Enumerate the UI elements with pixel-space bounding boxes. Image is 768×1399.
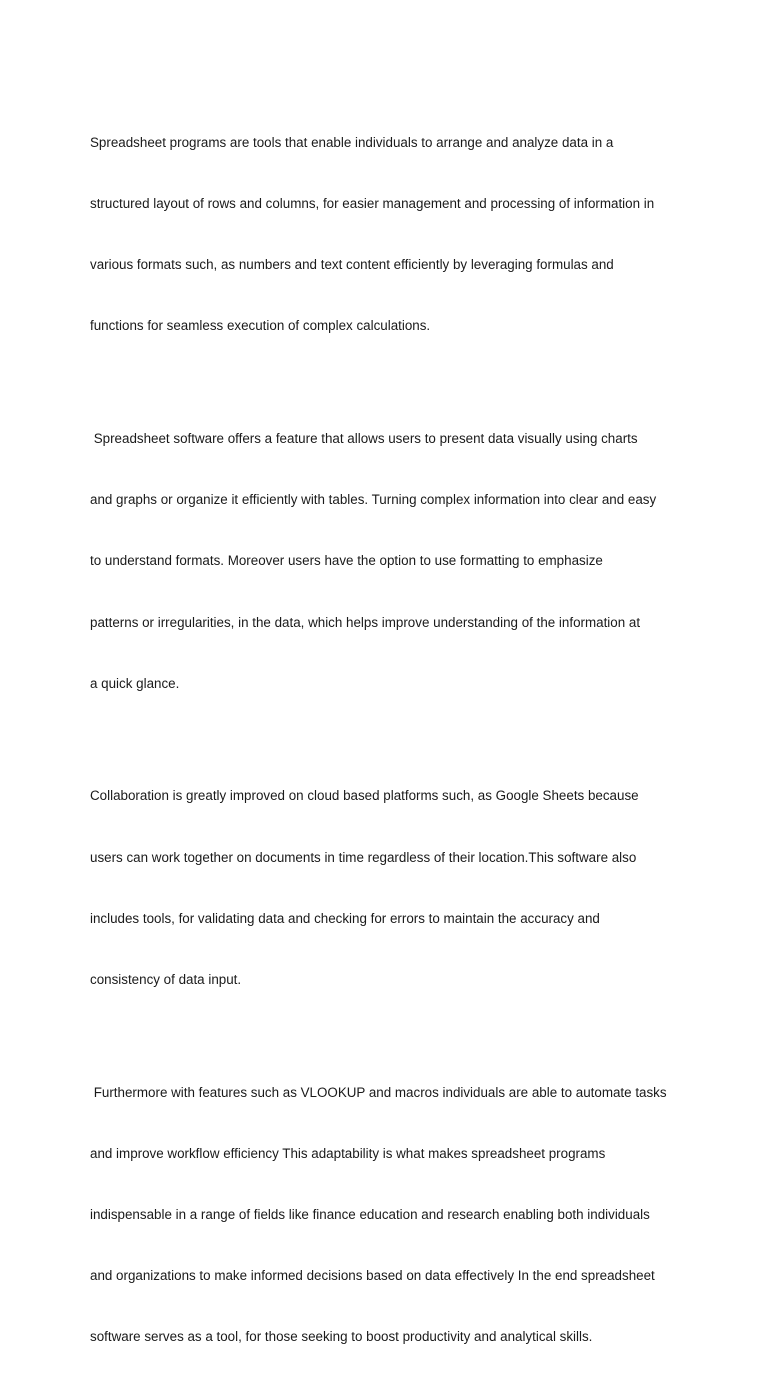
paragraph-4 [90,1042,682,1389]
text-line: and improve workflow efficiency This adaptability is what makes spreadsheet programs [90,1145,606,1161]
text-line: and graphs or organize it efficiently with tables. Turning complex information into clear and easy [90,492,657,508]
text-line: structured layout of rows and columns, for easier management and processing of information in [90,196,655,212]
paragraph-2 [90,388,682,735]
paragraph-3 [90,746,682,1032]
text-line: a quick glance. [90,675,180,691]
text-line: various formats such, as numbers and text content efficiently by leveraging formulas and [90,257,614,273]
text-line: Spreadsheet programs are tools that enable individuals to arrange and analyze data in a [90,134,614,150]
text-line: users can work together on documents in time regardless of their location.This software also [90,849,637,865]
text-line: indispensable in a range of fields like finance education and research enabling both individuals [90,1207,650,1223]
document-body [90,92,682,1399]
text-line: software serves as a tool, for those seeking to boost productivity and analytical skills. [90,1329,593,1345]
text-line: Furthermore with features such as VLOOKUP and macros individuals are able to automate tasks [90,1084,667,1100]
text-line: functions for seamless execution of complex calculations. [90,318,431,334]
text-line: patterns or irregularities, in the data, which helps improve understanding of the information at [90,614,641,630]
text-line: and organizations to make informed decisions based on data effectively In the end spreadsheet [90,1268,655,1284]
paragraph-1 [90,92,682,378]
text-line: Spreadsheet software offers a feature that allows users to present data visually using charts [90,431,638,446]
text-line: Collaboration is greatly improved on cloud based platforms such, as Google Sheets because [90,788,639,804]
text-line: consistency of data input. [90,972,242,988]
text-line: to understand formats. Moreover users have the option to use formatting to emphasize [90,553,603,569]
text-line: includes tools, for validating data and checking for errors to maintain the accuracy and [90,910,600,926]
